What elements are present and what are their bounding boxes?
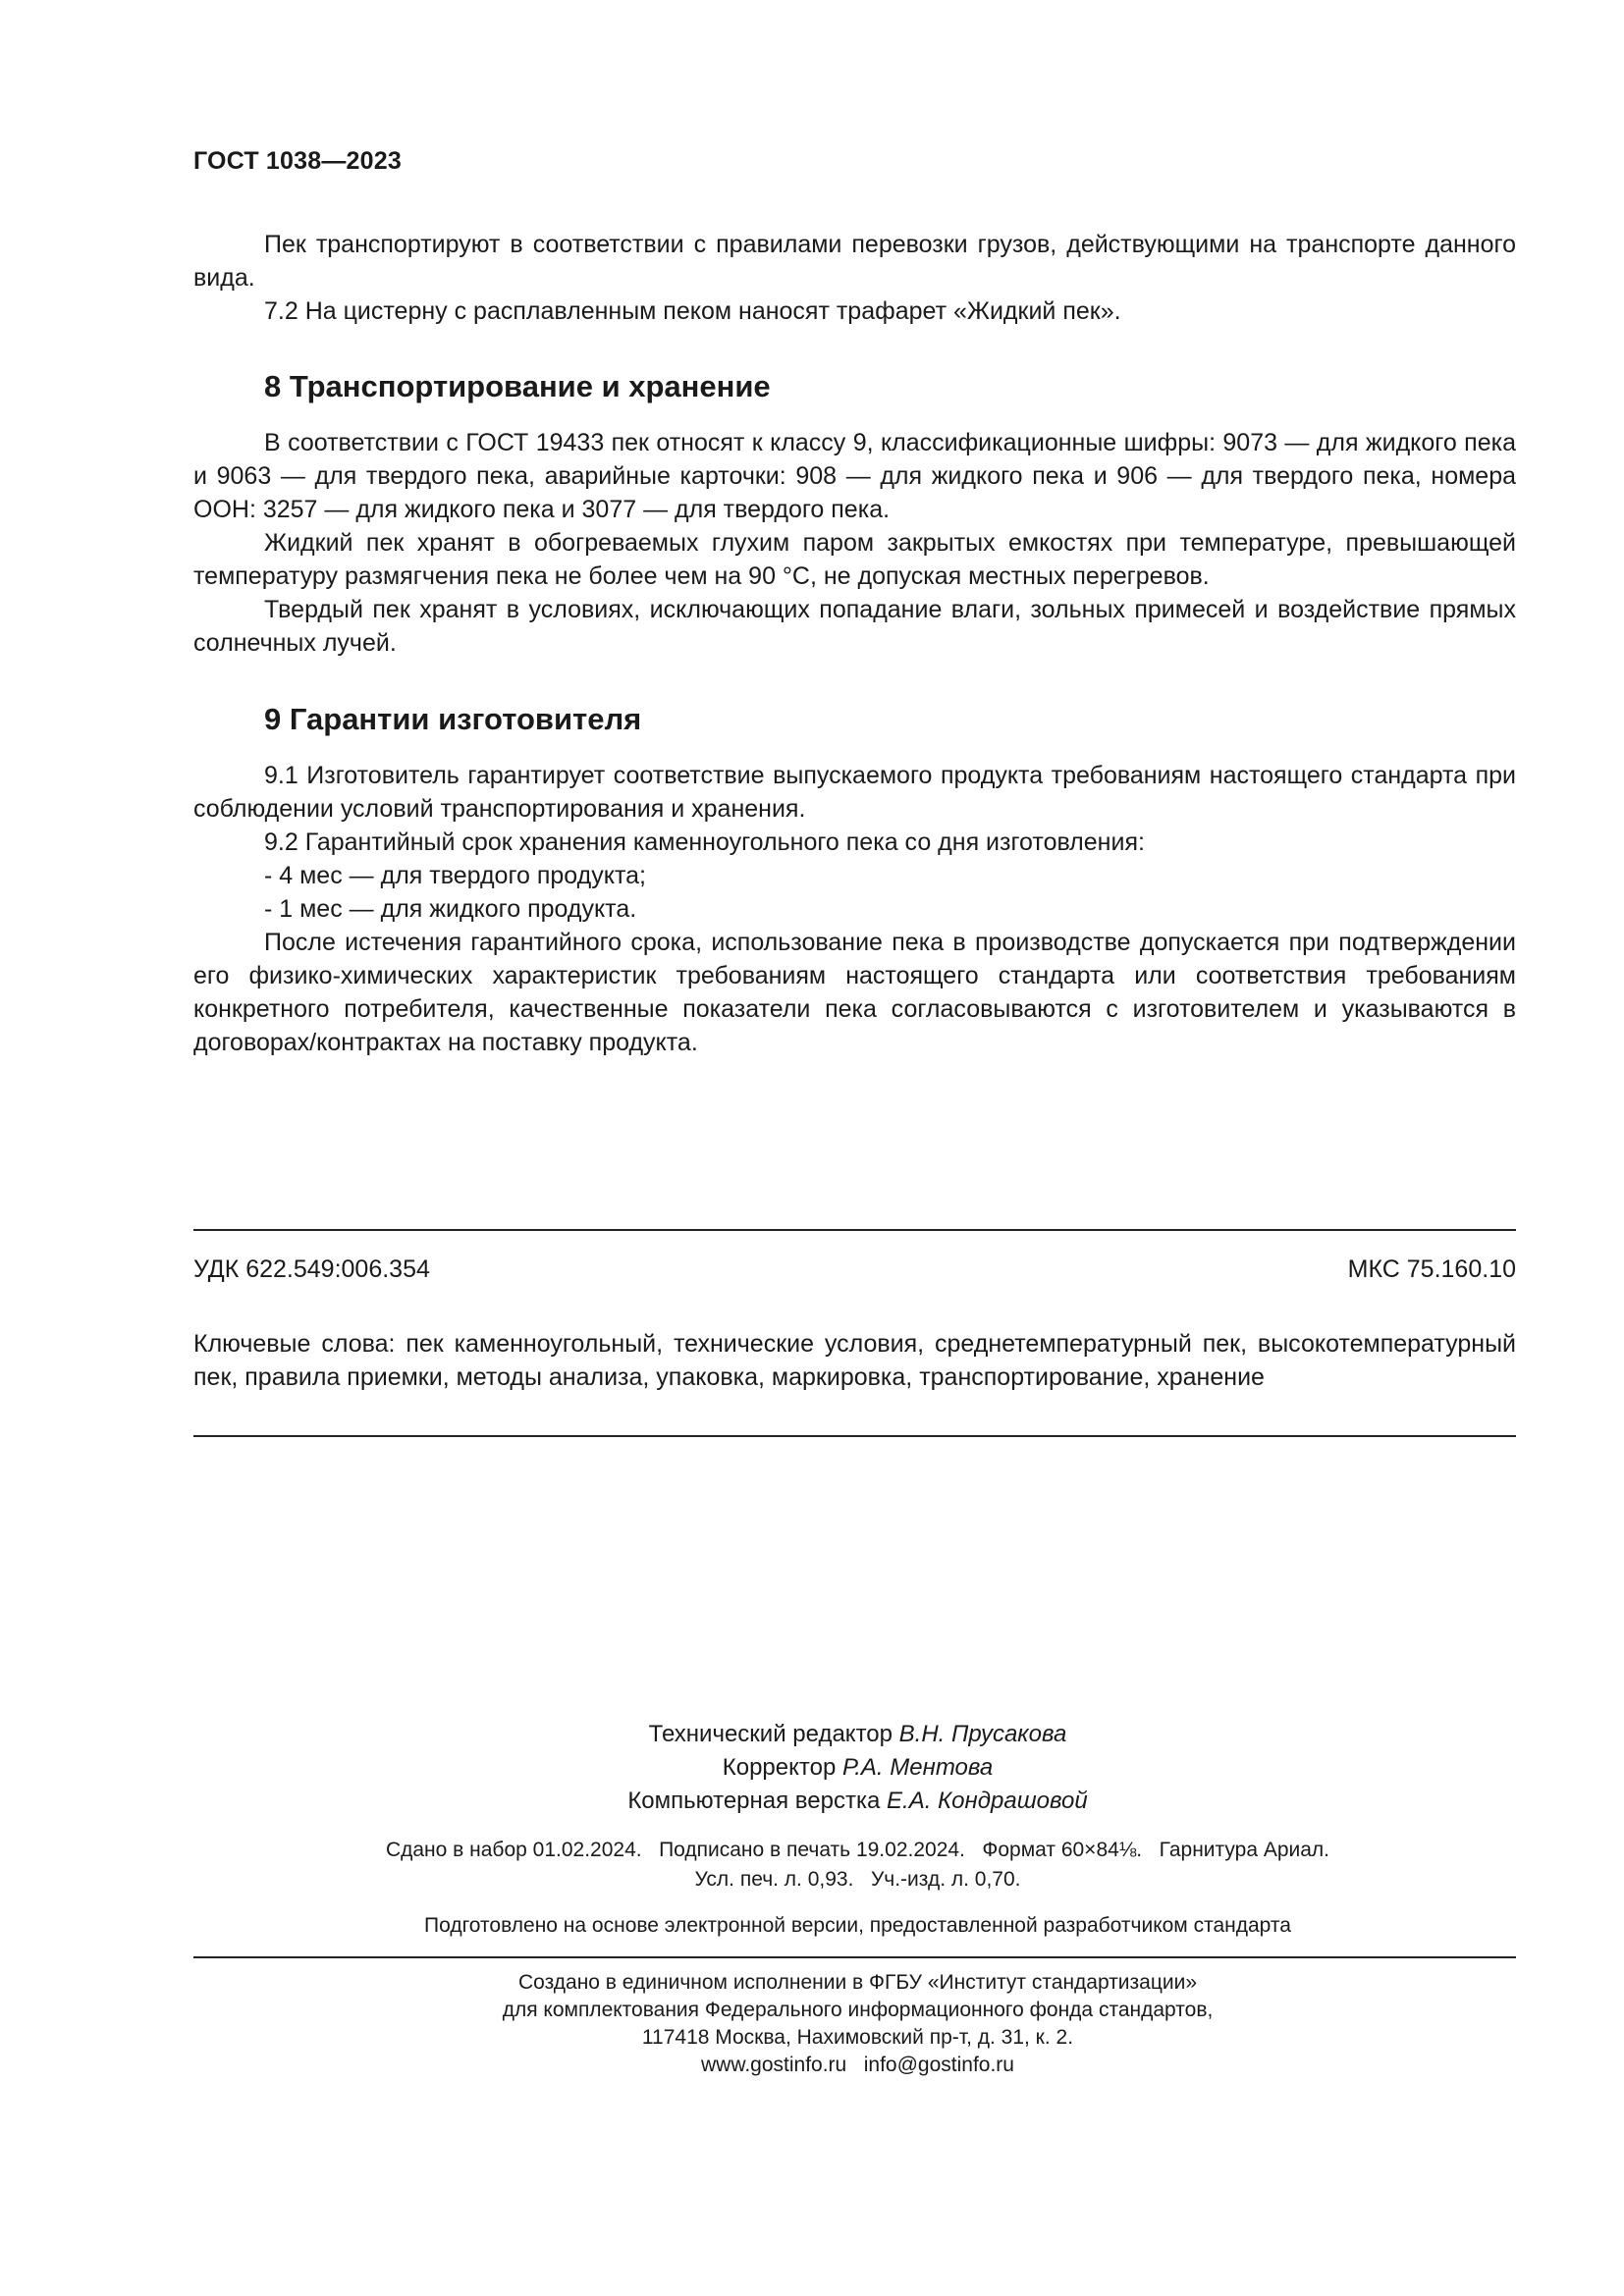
tech-editor-line [196,1718,1519,1751]
section-8-paragraph-1: В соответствии с ГОСТ 19433 пек относят к классу 9, классификационные шифры: 9073 — для жидкого пека и 9063 — для твердого пека, аварийные карточки: 908 — для жидкого пека и 906 — для твердого пека, номера ООН: 3257 — для жидкого пека и 3077 — для твердого пека. [193,429,1516,523]
section-9-paragraph-final: После истечения гарантийного срока, использование пека в производстве допускается при подтверждении его физико-химических характеристик требованиям настоящего стандарта или соответствия требованиям конкретного потребителя, качественные показатели пека согласовываются с изготовителем и указываются в договорах/контрактах на поставку продукта. [193,929,1516,1056]
section-8-body [193,426,1516,660]
publisher-line-2: для комплектования Федерального информационного фонда стандартов, [502,1999,1214,2021]
bottom-divider [193,1435,1516,1437]
clause-9-1: 9.1 Изготовитель гарантирует соответствие выпускаемого продукта требованиям настоящего стандарта при соблюдении условий транспортирования и хранения. [193,762,1516,823]
intro-paragraph: Пек транспортируют в соответствии с правилами перевозки грузов, действующими на транспорте данного вида. [193,231,1516,292]
section-9-body [193,759,1516,1059]
section-9 [193,700,1516,739]
website-link[interactable]: www.gostinfo.ru [701,2054,847,2076]
clause-9-2: 9.2 Гарантийный срок хранения каменноугольного пека со дня изготовления: [264,828,1145,856]
corrector-label: Корректор [722,1754,837,1781]
section-8-title: 8 Транспортирование и хранение [264,369,771,403]
publisher-block [196,1969,1519,2079]
layout-label: Компьютерная верстка [627,1788,881,1814]
list-item: - 4 мес — для твердого продукта; [264,862,646,889]
publisher-line-3: 117418 Москва, Нахимовский пр-т, д. 31, к. 2. [641,2026,1074,2049]
section-8-paragraph-2: Жидкий пек хранят в обогреваемых глухим паром закрытых емкостях при температуре, превышающей температуру размягчения пека не более чем на 90 °С, не допуская местных перегревов. [193,529,1516,590]
top-divider [193,1229,1516,1231]
mks-code: МКС 75.160.10 [1347,1255,1516,1283]
print-info-line-2: Усл. печ. л. 0,93. Уч.-изд. л. 0,70. [694,1868,1021,1891]
publisher-contacts [196,2052,1519,2079]
clause-7-2: 7.2 На цистерну с расплавленным пеком наносят трафарет «Жидкий пек». [264,297,1121,325]
prepared-note: Подготовлено на основе электронной версии, предоставленной разработчиком стандарта [424,1914,1291,1937]
print-info [196,1836,1519,1895]
section-8-paragraph-3: Твердый пек хранят в условиях, исключающих попадание влаги, зольных примесей и воздействие прямых солнечных лучей. [193,596,1516,657]
corrector-line [196,1751,1519,1785]
section-8 [193,367,1516,406]
publisher-line-1: Создано в единичном исполнении в ФГБУ «Институт стандартизации» [517,1971,1198,1994]
publisher-divider [193,1956,1516,1958]
classification-row [193,1255,1516,1284]
intro-block [193,228,1516,328]
keywords: Ключевые слова: пек каменноугольный, технические условия, среднетемпературный пек, высокотемпературный пек, правила приемки, методы анализа, упаковка, маркировка, транспортирование, хранение [193,1330,1516,1391]
print-info-line-1: Сдано в набор 01.02.2024. Подписано в печать 19.02.2024. Формат 60×84⅛. Гарнитура Ариал. [385,1839,1330,1861]
list-item: - 1 мес — для жидкого продукта. [264,895,637,923]
layout-name: Е.А. Кондрашовой [887,1788,1088,1814]
corrector-name: Р.А. Ментова [841,1754,994,1781]
layout-line [196,1785,1519,1818]
email-link[interactable]: info@gostinfo.ru [863,2054,1014,2076]
credits-block [196,1718,1519,1818]
tech-editor-name: В.Н. Прусакова [898,1721,1067,1747]
section-9-title: 9 Гарантии изготовителя [264,702,642,736]
udk-code: УДК 622.549:006.354 [193,1255,430,1283]
document-code: ГОСТ 1038—2023 [193,147,402,175]
tech-editor-label: Технический редактор [648,1721,893,1747]
